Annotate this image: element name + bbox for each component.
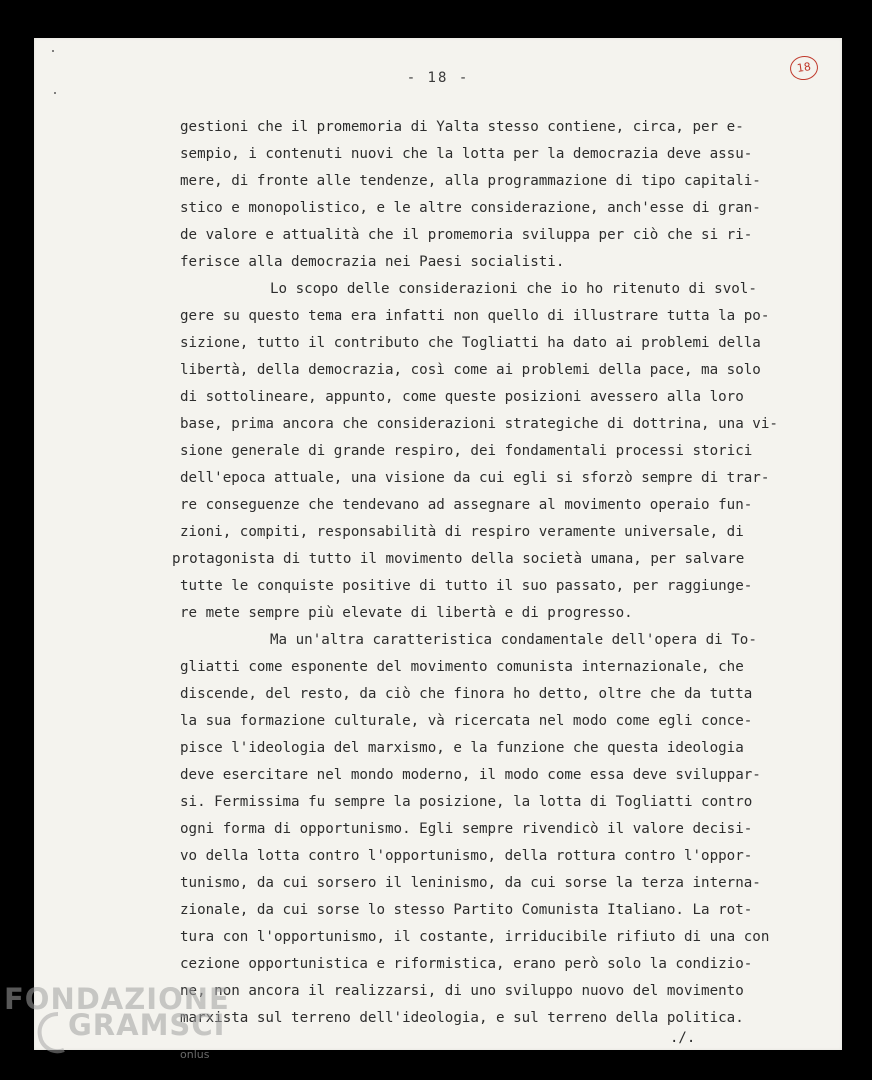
page-number: - 18 - <box>406 70 470 86</box>
archive-page-stamp: 18 <box>788 54 819 82</box>
text-line: gliatti come esponente del movimento comunista internazionale, che <box>180 659 744 675</box>
text-line: vo della lotta contro l'opportunismo, della rottura contro l'oppor- <box>180 848 753 864</box>
text-line: gere su questo tema era infatti non quello di illustrare tutta la po- <box>180 308 770 324</box>
text-line: dell'epoca attuale, una visione da cui egli si sforzò sempre di trar- <box>180 470 770 486</box>
body-text <box>34 38 842 1050</box>
text-line: Ma un'altra caratteristica condamentale dell'opera di To- <box>270 632 757 648</box>
text-line: Lo scopo delle considerazioni che io ho ritenuto di svol- <box>270 281 757 297</box>
text-line: sione generale di grande respiro, dei fondamentali processi storici <box>180 443 753 459</box>
watermark-line-1: FONDAZIONE <box>4 982 230 1016</box>
text-line: mere, di fronte alle tendenze, alla programmazione di tipo capitali- <box>180 173 761 189</box>
text-line: de valore e attualità che il promemoria sviluppa per ciò che si ri- <box>180 227 753 243</box>
text-line: sempio, i contenuti nuovi che la lotta per la democrazia deve assu- <box>180 146 753 162</box>
text-line: sizione, tutto il contributo che Togliatti ha dato ai problemi della <box>180 335 761 351</box>
text-line: tura con l'opportunismo, il costante, irriducibile rifiuto di una con <box>180 929 770 945</box>
text-line: ferisce alla democrazia nei Paesi socialisti. <box>180 254 565 270</box>
text-line: zioni, compiti, responsabilità di respiro veramente universale, di <box>180 524 744 540</box>
text-line: zionale, da cui sorse lo stesso Partito Comunista Italiano. La rot- <box>180 902 753 918</box>
text-line: stico e monopolistico, e le altre considerazione, anch'esse di gran- <box>180 200 761 216</box>
text-line: si. Fermissima fu sempre la posizione, la lotta di Togliatti contro <box>180 794 753 810</box>
text-line: ogni forma di opportunismo. Egli sempre rivendicò il valore decisi- <box>180 821 753 837</box>
text-line: re mete sempre più elevate di libertà e di progresso. <box>180 605 633 621</box>
text-line: cezione opportunistica e riformistica, erano però solo la condizio- <box>180 956 753 972</box>
text-line: pisce l'ideologia del marxismo, e la funzione che questa ideologia <box>180 740 744 756</box>
watermark-line-3: onlus <box>180 1048 210 1061</box>
text-line: marxista sul terreno dell'ideologia, e sul terreno della politica. <box>180 1010 744 1026</box>
text-line: ne, non ancora il realizzarsi, di uno sviluppo nuovo del movimento <box>180 983 744 999</box>
text-line: re conseguenze che tendevano ad assegnare al movimento operaio fun- <box>180 497 753 513</box>
watermark-line-2: GRAMSCI <box>68 1008 226 1042</box>
fondazione-gramsci-watermark <box>4 982 230 1072</box>
text-line: di sottolineare, appunto, come queste posizioni avessero alla loro <box>180 389 744 405</box>
continuation-mark: ./. <box>670 1030 696 1046</box>
typewritten-page <box>34 38 842 1050</box>
text-line: protagonista di tutto il movimento della società umana, per salvare <box>172 551 745 567</box>
text-line: gestioni che il promemoria di Yalta stesso contiene, circa, per e- <box>180 119 744 135</box>
text-line: base, prima ancora che considerazioni strategiche di dottrina, una vi- <box>180 416 778 432</box>
text-line: la sua formazione culturale, và ricercata nel modo come egli conce- <box>180 713 753 729</box>
text-line: tunismo, da cui sorsero il leninismo, da cui sorse la terza interna- <box>180 875 761 891</box>
text-line: deve esercitare nel mondo moderno, il modo come essa deve sviluppar- <box>180 767 761 783</box>
text-line: libertà, della democrazia, così come ai problemi della pace, ma solo <box>180 362 761 378</box>
text-line: tutte le conquiste positive di tutto il suo passato, per raggiunge- <box>180 578 753 594</box>
text-line: discende, del resto, da ciò che finora ho detto, oltre che da tutta <box>180 686 753 702</box>
